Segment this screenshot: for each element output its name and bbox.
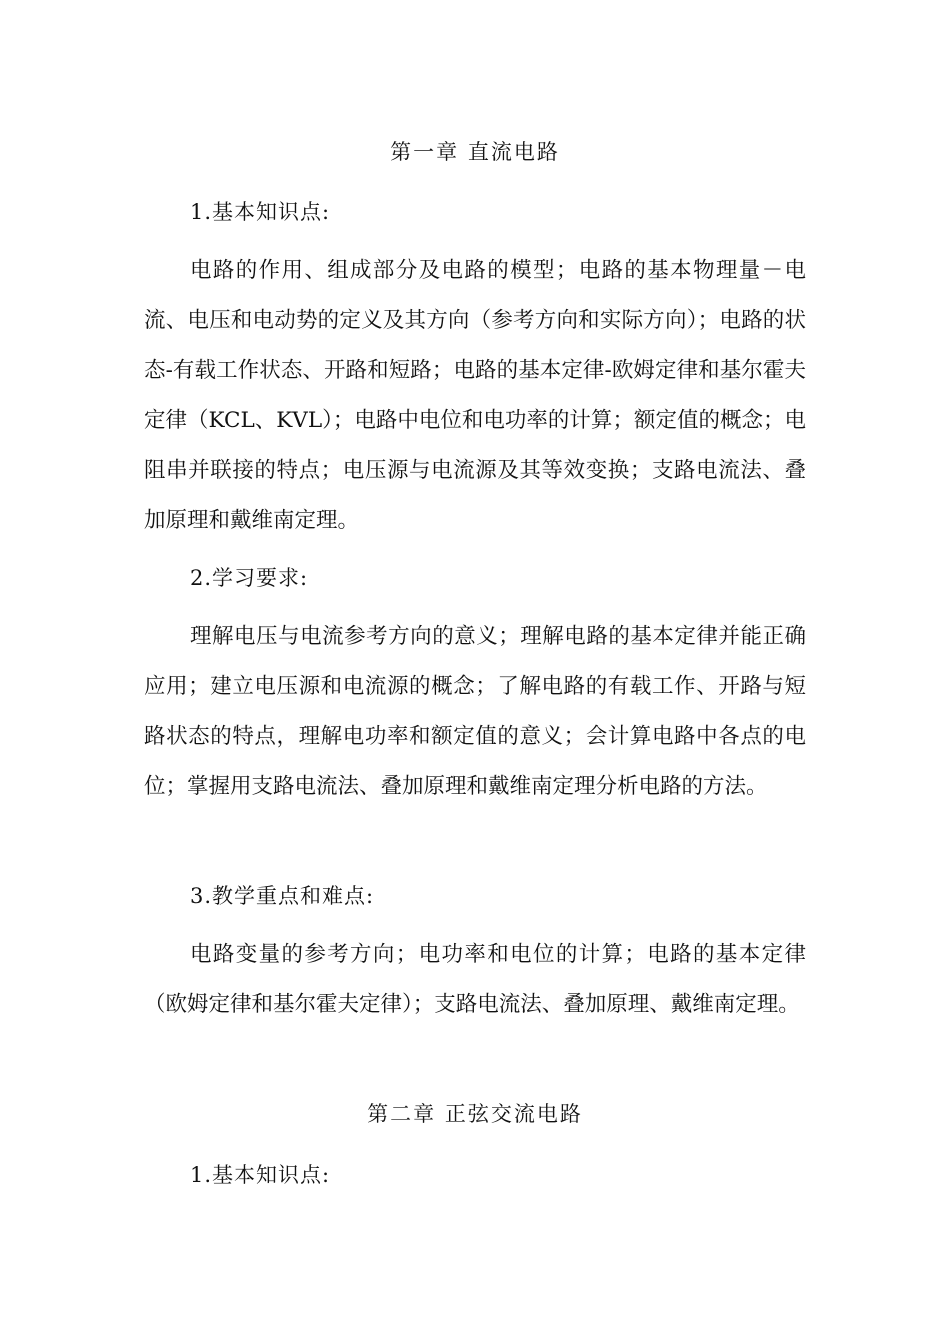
chapter-1-knowledge-heading: 1.基本知识点: bbox=[190, 200, 331, 224]
chapter-1-requirements-heading: 2.学习要求: bbox=[190, 566, 309, 590]
chapter-2-knowledge-heading: 1.基本知识点: bbox=[190, 1163, 331, 1187]
chapter-1-requirements-paragraph: 理解电压与电流参考方向的意义；理解电路的基本定律并能正确应用；建立电压源和电流源的概念；了解电路的有载工作、开路与短路状态的特点，理解电功率和额定值的意义；会计算电路中各点的电位；掌握用支路电流法、叠加原理和戴维南定理分析电路的方法。 bbox=[144, 624, 806, 799]
chapter-1-title: 第一章 直流电路 bbox=[390, 140, 560, 164]
chapter-1-focus-heading: 3.教学重点和难点: bbox=[190, 884, 375, 908]
chapter-1-focus-paragraph: 电路变量的参考方向；电功率和电位的计算；电路的基本定律（欧姆定律和基尔霍夫定律）；支路电流法、叠加原理、戴维南定理。 bbox=[144, 942, 806, 1017]
chapter-2-title: 第二章 正弦交流电路 bbox=[367, 1102, 583, 1126]
chapter-1-knowledge-paragraph: 电路的作用、组成部分及电路的模型；电路的基本物理量－电流、电压和电动势的定义及其方向（参考方向和实际方向）；电路的状态-有载工作状态、开路和短路；电路的基本定律-欧姆定律和基尔霍夫定律（KCL、KVL）；电路中电位和电功率的计算；额定值的概念；电阻串并联接的特点；电压源与电流源及其等效变换；支路电流法、叠加原理和戴维南定理。 bbox=[144, 258, 806, 533]
